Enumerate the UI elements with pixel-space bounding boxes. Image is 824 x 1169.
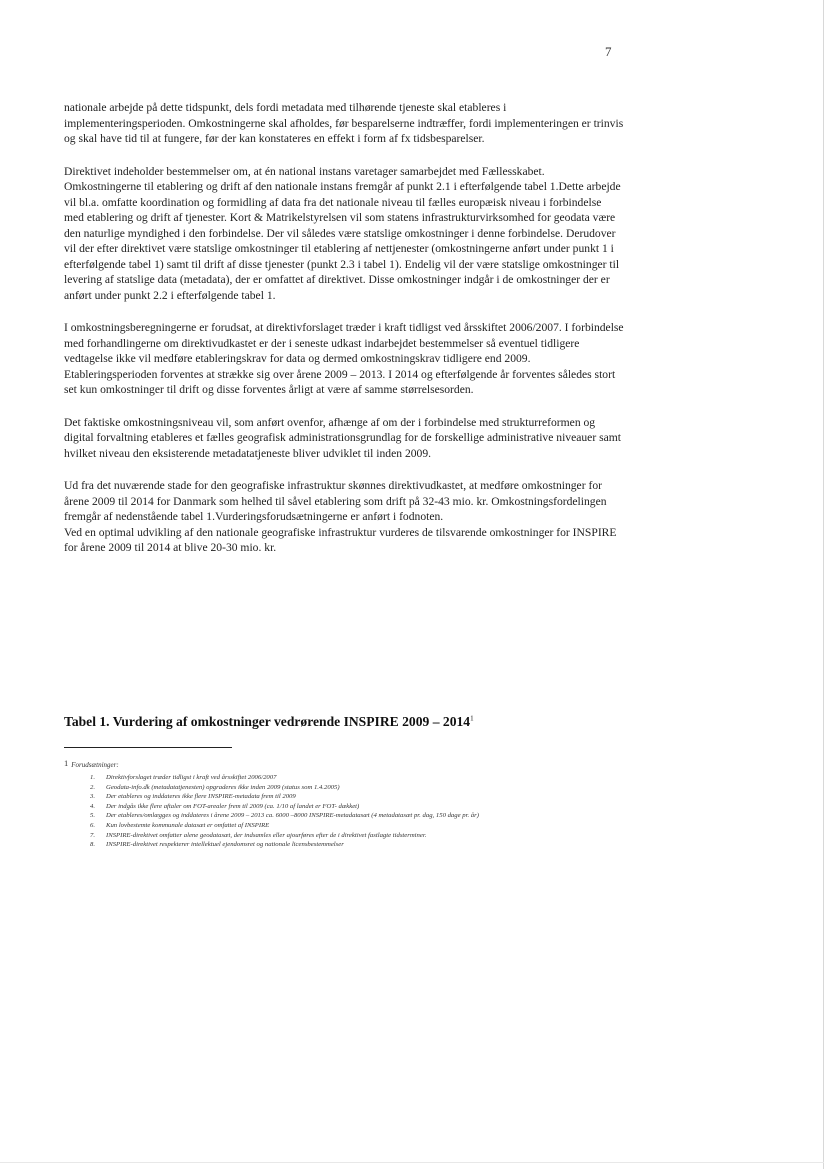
footnote-item-number: 1.	[90, 774, 96, 781]
footnote-item-number: 8.	[90, 841, 96, 849]
footnote-item	[90, 792, 644, 802]
footnote-reference: 1	[470, 714, 474, 723]
page-number: 7	[605, 44, 612, 59]
footnote-item-text: Der etableres og inddateres ikke flere INSPIRE-metadata frem til 2009	[106, 793, 296, 801]
footnote-item-text: INSPIRE-direktivet respekterer intellektuel ejendomsret og nationale licensbestemmelser	[106, 841, 344, 849]
footnote-item-text: Der indgås ikke flere aftaler om FOT-arealer frem til 2009 (ca. 1/10 af landet er FOT- dækket)	[106, 802, 360, 810]
footnote-item	[90, 811, 644, 821]
footnote-item	[90, 831, 644, 841]
footnote-item	[90, 783, 644, 793]
footnote-list	[64, 773, 644, 850]
footnote-item-number: 7.	[90, 831, 96, 839]
footnote-item	[90, 840, 644, 850]
paragraph-national-instance: Direktivet indeholder bestemmelser om, at én national instans varetager samarbejdet med Fællesskabet. Omkostningerne til etablering og drift af den nationale instans fremgår af punkt 2.1 i efterfølgende tabel 1.Dette arbejde vil bl.a. omfatte koordination og formidling af data fra det nationale niveau til fælles europæisk niveau i forbindelse med etablering og drift af tjenester. Kort & Matrikelstyrelsen vil som statens infrastrukturvirksomhed for geodata være den naturlige myndighed i den forbindelse. Der vil således være statslige omkostninger i denne forbindelse. Derudover vil der efter direktivet være statslige omkostninger til etablering af nettjenester (omkostningerne anført under punkt 1 i efterfølgende tabel 1) samt til drift af disse tjenester (punkt 2.3 i tabel 1). Endelig vil der være statslige omkostninger til levering af statslige data (metadata), der er omfattet af direktivet. Disse omkostninger indgår i de omkostninger der er anført under punkt 2.2 i efterfølgende tabel 1.	[64, 164, 621, 302]
footnote-divider	[64, 747, 232, 748]
footnote-item	[90, 821, 644, 831]
footnote-item-text: Geodata-info.dk (metadatatjenesten) opgraderes ikke inden 2009 (status som 1.4.2005)	[106, 783, 340, 791]
footnote-item-number: 2.	[90, 783, 96, 791]
table-heading	[64, 714, 474, 730]
footnote-item-number: 3.	[90, 793, 96, 801]
footnote-heading-text: Forudsætninger:	[71, 761, 119, 769]
footnote-item-text: INSPIRE-direktivet omfatter alene geodatasæt, der indsamles eller ajourføres efter de i direktivet fastlagte tidsterminer.	[106, 831, 427, 839]
paragraph-intro: nationale arbejde på dette tidspunkt, dels fordi metadata med tilhørende tjeneste skal etableres i implementeringsperioden. Omkostningerne skal afholdes, før besparelserne indtræffer, fordi implementeringen er trinvis og skal have tid til at fungere, før der kan konstateres en effekt i form af fx tidsbesparelser.	[64, 101, 624, 145]
footnote-item-number: 6.	[90, 821, 96, 829]
body-text	[64, 100, 624, 573]
table-heading-text: Tabel 1. Vurdering af omkostninger vedrørende INSPIRE 2009 – 2014	[64, 714, 471, 729]
footnote-item-text: Kun lovbestemte kommunale datasæt er omfattet af INSPIRE	[106, 821, 270, 829]
footnotes	[64, 758, 644, 850]
paragraph-optimal-development: Ved en optimal udvikling af den nationale geografiske infrastruktur vurderes de tilsvarende omkostninger for INSPIRE for årene 2009 til 2014 at blive 20-30 mio. kr.	[64, 525, 617, 554]
footnote-item-text: Direktivforslaget træder tidligst i kraft ved årsskiftet 2006/2007	[106, 774, 277, 781]
page-edge-bottom	[0, 1162, 824, 1169]
footnote-item	[90, 773, 644, 783]
footnote-heading	[64, 758, 644, 769]
paragraph-cost-estimate: Ud fra det nuværende stade for den geografiske infrastruktur skønnes direktivudkastet, at medføre omkostninger for årene 2009 til 2014 for Danmark som helhed til såvel etablering som drift på 32-43 mio. kr. Omkostningsfordelingen fremgår af nedenstående tabel 1.Vurderingsforudsætningerne er anført i fodnoten.	[64, 479, 607, 523]
footnote-item-number: 4.	[90, 802, 96, 810]
footnote-item-text: Der etableres/omlægges og inddateres i årene 2009 – 2013 ca. 6000 –8000 INSPIRE-metadatasæt (4 metadatasæt pr. dag, 150 dage pr. år)	[106, 812, 479, 820]
paragraph-cost-level: Det faktiske omkostningsniveau vil, som anført ovenfor, afhænge af om der i forbindelse med strukturreformen og digital forvaltning etableres et fælles geografisk administrationsgrundlag for de forskellige administrative niveauer samt hvilket niveau den eksisterende metadatatjeneste bliver udviklet til inden 2009.	[64, 415, 621, 460]
footnote-number: 1	[64, 758, 69, 768]
footnote-item	[90, 802, 644, 812]
paragraph-cost-assumptions: I omkostningsberegningerne er forudsat, at direktivforslaget træder i kraft tidligst ved årsskiftet 2006/2007. I forbindelse med forhandlingerne om direktivudkastet er der i seneste udkast indarbejdet bestemmelser så eventuel tidligere vedtagelse ikke vil medføre etableringskrav for data og dermed omkostningskrav tidligere end 2009. Etableringsperioden forventes at strække sig over årene 2009 – 2013. I 2014 og efterfølgende år forventes således stort set kun omkostninger til drift og disse forventes årligt at være af samme størrelsesorden.	[64, 321, 624, 396]
footnote-item-number: 5.	[90, 812, 96, 820]
